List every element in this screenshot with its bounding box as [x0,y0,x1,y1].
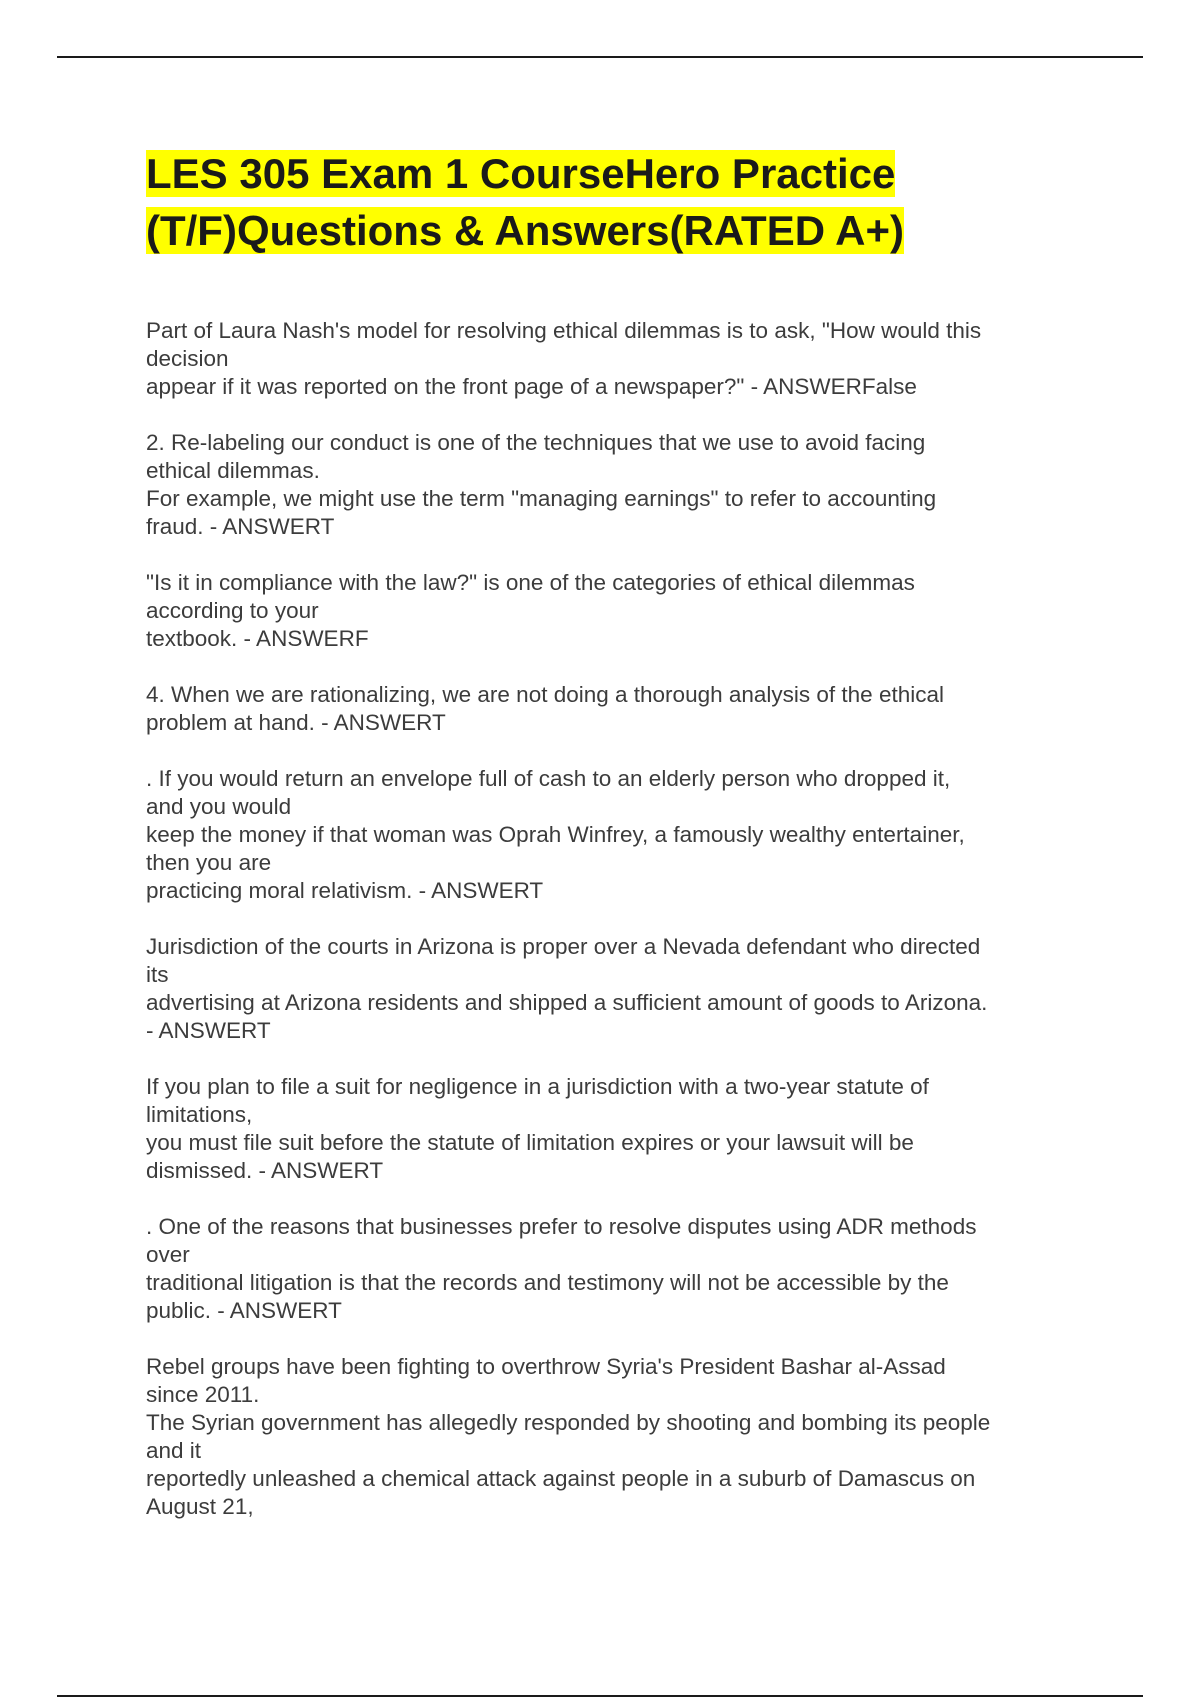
qa-text-line: . One of the reasons that businesses prefer to resolve disputes using ADR methods [146,1214,977,1239]
qa-text-line: then you are [146,850,272,875]
qa-text-line: advertising at Arizona residents and shipped a sufficient amount of goods to Arizona. [146,990,988,1015]
qa-text-line: textbook. - ANSWERF [146,626,369,651]
qa-text-line: For example, we might use the term "managing earnings" to refer to accounting [146,486,937,511]
qa-text-line: decision [146,346,229,371]
qa-item [146,765,1071,905]
title-line-1: LES 305 Exam 1 CourseHero Practice [146,150,896,197]
qa-text-line: according to your [146,598,319,623]
title-line-2: (T/F)Questions & Answers(RATED A+) [146,207,904,254]
qa-text-line: since 2011. [146,1382,260,1407]
qa-text-line: problem at hand. - ANSWERT [146,710,446,735]
qa-text-line: . If you would return an envelope full of cash to an elderly person who dropped it, [146,766,951,791]
qa-item [146,317,1071,401]
qa-text-line: keep the money if that woman was Oprah Winfrey, a famously wealthy entertainer, [146,822,965,847]
qa-text-line: August 21, [146,1494,254,1519]
document-title [146,145,1071,259]
qa-text-line: The Syrian government has allegedly responded by shooting and bombing its people [146,1410,991,1435]
qa-text-line: you must file suit before the statute of limitation expires or your lawsuit will be [146,1130,914,1155]
qa-list [146,317,1071,1521]
qa-item [146,569,1071,653]
document-page [146,145,1071,1549]
bottom-rule [57,1695,1143,1697]
qa-text-line: over [146,1242,190,1267]
qa-text-line: fraud. - ANSWERT [146,514,335,539]
qa-text-line: reportedly unleashed a chemical attack against people in a suburb of Damascus on [146,1466,976,1491]
qa-text-line: its [146,962,169,987]
qa-item [146,933,1071,1045]
qa-text-line: "Is it in compliance with the law?" is one of the categories of ethical dilemmas [146,570,915,595]
qa-text-line: If you plan to file a suit for negligence in a jurisdiction with a two-year statute of [146,1074,929,1099]
qa-text-line: Jurisdiction of the courts in Arizona is proper over a Nevada defendant who directed [146,934,981,959]
qa-item [146,681,1071,737]
qa-text-line: and you would [146,794,292,819]
qa-text-line: dismissed. - ANSWERT [146,1158,384,1183]
qa-text-line: ethical dilemmas. [146,458,320,483]
qa-text-line: practicing moral relativism. - ANSWERT [146,878,544,903]
qa-item [146,1353,1071,1521]
qa-text-line: 2. Re-labeling our conduct is one of the techniques that we use to avoid facing [146,430,926,455]
qa-text-line: limitations, [146,1102,253,1127]
qa-item [146,1213,1071,1325]
qa-text-line: appear if it was reported on the front page of a newspaper?" - ANSWERFalse [146,374,917,399]
qa-text-line: 4. When we are rationalizing, we are not doing a thorough analysis of the ethical [146,682,944,707]
qa-text-line: - ANSWERT [146,1018,271,1043]
qa-text-line: Rebel groups have been fighting to overthrow Syria's President Bashar al-Assad [146,1354,946,1379]
qa-item [146,1073,1071,1185]
qa-text-line: and it [146,1438,202,1463]
qa-text-line: public. - ANSWERT [146,1298,342,1323]
top-rule [57,56,1143,58]
qa-item [146,429,1071,541]
qa-text-line: Part of Laura Nash's model for resolving ethical dilemmas is to ask, "How would this [146,318,982,343]
qa-text-line: traditional litigation is that the records and testimony will not be accessible by the [146,1270,949,1295]
